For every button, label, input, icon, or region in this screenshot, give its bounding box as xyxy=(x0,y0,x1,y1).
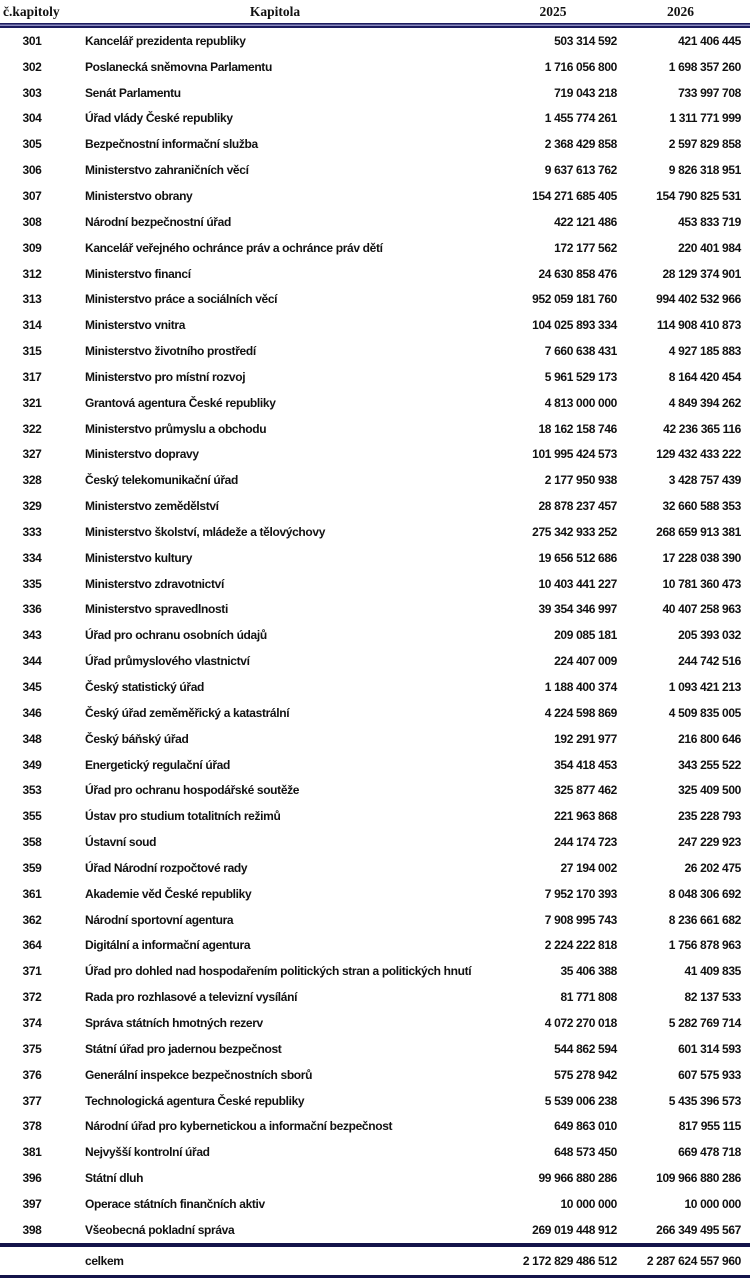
chapter-number: 314 xyxy=(22,318,42,333)
chapter-number: 397 xyxy=(22,1196,42,1211)
value-2026: 5 435 396 573 xyxy=(668,1093,741,1108)
table-row xyxy=(0,984,750,1010)
value-2026: 32 660 588 353 xyxy=(662,499,741,514)
chapter-number: 313 xyxy=(22,292,42,307)
table-row xyxy=(0,803,750,829)
chapter-number: 334 xyxy=(22,550,42,565)
value-2026: 453 833 719 xyxy=(678,214,741,229)
value-2025: 575 278 942 xyxy=(554,1067,617,1082)
table-row xyxy=(0,131,750,157)
value-2026: 109 966 880 286 xyxy=(656,1171,741,1186)
table-row xyxy=(0,1010,750,1036)
value-2025: 275 342 933 252 xyxy=(532,524,617,539)
value-2025: 422 121 486 xyxy=(554,214,617,229)
value-2026: 244 742 516 xyxy=(678,654,741,669)
table-row xyxy=(0,235,750,261)
chapter-name: Státní úřad pro jadernou bezpečnost xyxy=(85,1041,282,1056)
table-row xyxy=(0,1062,750,1088)
value-2025: 354 418 453 xyxy=(554,757,617,772)
value-2025: 648 573 450 xyxy=(554,1145,617,1160)
value-2025: 10 403 441 227 xyxy=(538,576,617,591)
value-2025: 39 354 346 997 xyxy=(538,602,617,617)
chapter-name: Senát Parlamentu xyxy=(85,85,181,100)
value-2025: 19 656 512 686 xyxy=(538,550,617,565)
chapter-number: 398 xyxy=(22,1222,42,1237)
value-2025: 224 407 009 xyxy=(554,654,617,669)
value-2026: 247 229 923 xyxy=(678,835,741,850)
chapter-name: Ministerstvo průmyslu a obchodu xyxy=(85,421,267,436)
value-2025: 503 314 592 xyxy=(554,33,617,48)
value-2026: 266 349 495 567 xyxy=(656,1222,741,1237)
table-row xyxy=(0,933,750,959)
table-row xyxy=(0,1139,750,1165)
table-row xyxy=(0,777,750,803)
chapter-name: Úřad pro ochranu hospodářské soutěže xyxy=(85,783,300,798)
value-2026: 8 048 306 692 xyxy=(668,886,741,901)
table-row xyxy=(0,467,750,493)
value-2025: 172 177 562 xyxy=(554,240,617,255)
value-2025: 1 188 400 374 xyxy=(544,680,617,695)
value-2025: 1 455 774 261 xyxy=(544,111,617,126)
chapter-name: Český úřad zeměměřický a katastrální xyxy=(85,705,290,720)
table-row xyxy=(0,597,750,623)
total-value-2025: 2 172 829 486 512 xyxy=(522,1253,617,1268)
table-row xyxy=(0,338,750,364)
chapter-name: Kancelář prezidenta republiky xyxy=(85,33,246,48)
value-2026: 343 255 522 xyxy=(678,757,741,772)
chapter-number: 301 xyxy=(22,33,42,48)
header-chapter-number: č.kapitoly xyxy=(3,3,60,19)
chapter-number: 322 xyxy=(22,421,42,436)
chapter-name: Ministerstvo vnitra xyxy=(85,318,186,333)
table-row xyxy=(0,390,750,416)
value-2025: 7 908 995 743 xyxy=(544,912,617,927)
value-2026: 1 311 771 999 xyxy=(669,111,741,126)
chapter-name: Úřad pro ochranu osobních údajů xyxy=(85,628,267,643)
value-2025: 1 716 056 800 xyxy=(544,59,617,74)
chapter-number: 336 xyxy=(22,602,42,617)
value-2025: 4 813 000 000 xyxy=(544,395,617,410)
value-2025: 28 878 237 457 xyxy=(538,499,617,514)
chapter-number: 312 xyxy=(22,266,42,281)
value-2026: 607 575 933 xyxy=(678,1067,741,1082)
value-2025: 2 368 429 858 xyxy=(544,137,617,152)
table-row xyxy=(0,442,750,468)
chapter-name: Úřad vlády České republiky xyxy=(85,111,233,126)
chapter-name: Úřad průmyslového vlastnictví xyxy=(85,654,250,669)
value-2025: 5 961 529 173 xyxy=(544,369,617,384)
value-2026: 41 409 835 xyxy=(684,964,741,979)
chapter-name: Úřad pro dohled nad hospodařením politických stran a politických hnutí xyxy=(85,964,472,979)
chapter-number: 377 xyxy=(22,1093,42,1108)
value-2026: 268 659 913 381 xyxy=(656,524,741,539)
table-row xyxy=(0,519,750,545)
table-row xyxy=(0,1113,750,1139)
value-2025: 101 995 424 573 xyxy=(532,447,617,462)
value-2026: 2 597 829 858 xyxy=(668,137,741,152)
value-2025: 649 863 010 xyxy=(554,1119,617,1134)
chapter-name: Ministerstvo spravedlnosti xyxy=(85,602,228,617)
value-2025: 9 637 613 762 xyxy=(544,163,617,178)
table-row xyxy=(0,1088,750,1114)
value-2025: 35 406 388 xyxy=(560,964,617,979)
value-2025: 5 539 006 238 xyxy=(544,1093,617,1108)
value-2026: 9 826 318 951 xyxy=(668,163,741,178)
value-2025: 154 271 685 405 xyxy=(532,188,617,203)
value-2026: 42 236 365 116 xyxy=(663,421,741,436)
value-2025: 2 224 222 818 xyxy=(544,938,617,953)
chapter-name: Ministerstvo práce a sociálních věcí xyxy=(85,292,278,307)
chapter-name: Správa státních hmotných rezerv xyxy=(85,1015,263,1030)
chapter-number: 333 xyxy=(22,524,42,539)
chapter-number: 372 xyxy=(22,990,42,1005)
chapter-name: Ministerstvo zdravotnictví xyxy=(85,576,224,591)
table-row xyxy=(0,907,750,933)
chapter-name: Ministerstvo školství, mládeže a tělovýchovy xyxy=(85,524,326,539)
chapter-number: 359 xyxy=(22,860,42,875)
value-2026: 8 164 420 454 xyxy=(668,369,741,384)
chapter-name: Ministerstvo dopravy xyxy=(85,447,199,462)
table-row xyxy=(0,1217,750,1243)
value-2025: 7 952 170 393 xyxy=(544,886,617,901)
value-2025: 81 771 808 xyxy=(560,990,617,1005)
chapter-name: Bezpečnostní informační služba xyxy=(85,137,258,152)
chapter-number: 302 xyxy=(22,59,42,74)
value-2025: 24 630 858 476 xyxy=(538,266,617,281)
chapter-number: 304 xyxy=(22,111,42,126)
value-2025: 544 862 594 xyxy=(554,1041,617,1056)
value-2025: 952 059 181 760 xyxy=(532,292,617,307)
chapter-number: 396 xyxy=(22,1171,42,1186)
chapter-number: 335 xyxy=(22,576,42,591)
total-value-2026: 2 287 624 557 960 xyxy=(646,1253,741,1268)
table-row xyxy=(0,209,750,235)
value-2026: 421 406 445 xyxy=(678,33,741,48)
chapter-number: 376 xyxy=(22,1067,42,1082)
chapter-name: Ministerstvo zemědělství xyxy=(85,499,219,514)
bottom-rule xyxy=(0,1275,750,1278)
table-row xyxy=(0,829,750,855)
table-row xyxy=(0,622,750,648)
chapter-number: 328 xyxy=(22,473,42,488)
table-row xyxy=(0,183,750,209)
value-2025: 27 194 002 xyxy=(560,860,617,875)
table-row xyxy=(0,881,750,907)
chapter-number: 308 xyxy=(22,214,42,229)
chapter-number: 344 xyxy=(22,654,42,669)
value-2026: 5 282 769 714 xyxy=(668,1015,741,1030)
chapter-name: Státní dluh xyxy=(85,1171,144,1186)
value-2025: 99 966 880 286 xyxy=(538,1171,617,1186)
chapter-name: Ministerstvo životního prostředí xyxy=(85,344,256,359)
chapter-name: Národní bezpečnostní úřad xyxy=(85,214,231,229)
value-2026: 3 428 757 439 xyxy=(668,473,741,488)
table-row xyxy=(0,1036,750,1062)
value-2026: 40 407 258 963 xyxy=(662,602,741,617)
value-2026: 4 849 394 262 xyxy=(668,395,741,410)
chapter-name: Ústav pro studium totalitních režimů xyxy=(85,809,281,824)
chapter-name: Český báňský úřad xyxy=(85,731,189,746)
header-chapter-name: Kapitola xyxy=(249,3,301,19)
table-row xyxy=(0,1165,750,1191)
value-2026: 4 927 185 883 xyxy=(668,344,741,359)
value-2026: 8 236 661 682 xyxy=(668,912,741,927)
chapter-name: Ministerstvo pro místní rozvoj xyxy=(85,369,246,384)
value-2025: 209 085 181 xyxy=(554,628,617,643)
chapter-number: 309 xyxy=(22,240,42,255)
table-row xyxy=(0,493,750,519)
chapter-number: 358 xyxy=(22,835,42,850)
chapter-name: Grantová agentura České republiky xyxy=(85,395,276,410)
header-year-2026: 2026 xyxy=(667,3,694,19)
table-body xyxy=(0,28,750,1243)
total-label: celkem xyxy=(85,1253,124,1268)
chapter-number: 364 xyxy=(22,938,42,953)
chapter-number: 349 xyxy=(22,757,42,772)
table-row xyxy=(0,752,750,778)
table-row xyxy=(0,312,750,338)
value-2025: 244 174 723 xyxy=(554,835,617,850)
table-row xyxy=(0,545,750,571)
chapter-number: 361 xyxy=(22,886,42,901)
chapter-number: 375 xyxy=(22,1041,42,1056)
chapter-name: Energetický regulační úřad xyxy=(85,757,230,772)
table-row xyxy=(0,416,750,442)
chapter-name: Ministerstvo financí xyxy=(85,266,191,281)
value-2026: 216 800 646 xyxy=(678,731,741,746)
value-2025: 4 072 270 018 xyxy=(544,1015,617,1030)
chapter-number: 355 xyxy=(22,809,42,824)
value-2025: 4 224 598 869 xyxy=(544,705,617,720)
value-2025: 221 963 868 xyxy=(554,809,617,824)
chapter-number: 317 xyxy=(22,369,42,384)
value-2025: 2 177 950 938 xyxy=(544,473,617,488)
value-2026: 1 093 421 213 xyxy=(668,680,741,695)
chapter-name: Akademie věd České republiky xyxy=(85,886,252,901)
table-row xyxy=(0,28,750,54)
value-2026: 10 000 000 xyxy=(684,1196,741,1211)
table-row xyxy=(0,54,750,80)
chapter-name: Generální inspekce bezpečnostních sborů xyxy=(85,1067,313,1082)
chapter-name: Operace státních finančních aktiv xyxy=(85,1196,265,1211)
table-row xyxy=(0,648,750,674)
total-row xyxy=(0,1247,750,1275)
value-2026: 817 955 115 xyxy=(678,1119,741,1134)
value-2026: 1 756 878 963 xyxy=(668,938,741,953)
chapter-name: Rada pro rozhlasové a televizní vysílání xyxy=(85,990,298,1005)
value-2026: 235 228 793 xyxy=(678,809,741,824)
header-year-2025: 2025 xyxy=(539,3,567,19)
chapter-number: 353 xyxy=(22,783,42,798)
value-2026: 17 228 038 390 xyxy=(662,550,741,565)
value-2025: 269 019 448 912 xyxy=(532,1222,617,1237)
chapter-number: 315 xyxy=(22,344,42,359)
value-2026: 601 314 593 xyxy=(678,1041,741,1056)
chapter-name: Technologická agentura České republiky xyxy=(85,1093,305,1108)
value-2026: 129 432 433 222 xyxy=(656,447,741,462)
value-2026: 669 478 718 xyxy=(678,1145,741,1160)
chapter-name: Všeobecná pokladní správa xyxy=(85,1222,235,1237)
chapter-name: Ministerstvo kultury xyxy=(85,550,193,565)
value-2026: 114 908 410 873 xyxy=(656,318,741,333)
chapter-name: Ministerstvo obrany xyxy=(85,188,193,203)
chapter-number: 321 xyxy=(22,395,42,410)
table-header-row xyxy=(0,0,750,23)
chapter-name: Poslanecká sněmovna Parlamentu xyxy=(85,59,272,74)
table-row xyxy=(0,286,750,312)
table-row xyxy=(0,261,750,287)
chapter-number: 305 xyxy=(22,137,42,152)
value-2025: 104 025 893 334 xyxy=(532,318,617,333)
table-row xyxy=(0,700,750,726)
table-row xyxy=(0,157,750,183)
table-row xyxy=(0,726,750,752)
chapter-name: Český statistický úřad xyxy=(85,680,205,695)
chapter-name: Nejvyšší kontrolní úřad xyxy=(85,1145,210,1160)
chapter-number: 346 xyxy=(22,705,42,720)
value-2025: 325 877 462 xyxy=(554,783,617,798)
chapter-number: 381 xyxy=(22,1145,42,1160)
chapter-name: Ministerstvo zahraničních věcí xyxy=(85,163,249,178)
value-2025: 192 291 977 xyxy=(554,731,617,746)
chapter-number: 306 xyxy=(22,163,42,178)
table-row xyxy=(0,674,750,700)
value-2026: 4 509 835 005 xyxy=(668,705,741,720)
table-row xyxy=(0,1191,750,1217)
value-2026: 82 137 533 xyxy=(684,990,741,1005)
value-2025: 719 043 218 xyxy=(554,85,617,100)
chapter-name: Kancelář veřejného ochránce práv a ochránce práv dětí xyxy=(85,240,383,255)
value-2026: 10 781 360 473 xyxy=(662,576,741,591)
value-2026: 994 402 532 966 xyxy=(656,292,741,307)
chapter-name: Národní sportovní agentura xyxy=(85,912,234,927)
table-row xyxy=(0,106,750,132)
value-2025: 18 162 158 746 xyxy=(538,421,617,436)
value-2026: 154 790 825 531 xyxy=(656,188,741,203)
table-row xyxy=(0,571,750,597)
value-2026: 220 401 984 xyxy=(678,240,741,255)
chapter-number: 348 xyxy=(22,731,42,746)
value-2025: 7 660 638 431 xyxy=(544,344,617,359)
chapter-number: 345 xyxy=(22,680,42,695)
chapter-number: 362 xyxy=(22,912,42,927)
value-2026: 1 698 357 260 xyxy=(668,59,741,74)
chapter-number: 374 xyxy=(22,1015,42,1030)
value-2026: 733 997 708 xyxy=(678,85,741,100)
table-row xyxy=(0,364,750,390)
value-2026: 26 202 475 xyxy=(684,860,741,875)
table-row xyxy=(0,958,750,984)
chapter-number: 378 xyxy=(22,1119,42,1134)
chapter-number: 329 xyxy=(22,499,42,514)
chapter-number: 371 xyxy=(22,964,42,979)
table-row xyxy=(0,855,750,881)
chapter-name: Národní úřad pro kybernetickou a informační bezpečnost xyxy=(85,1119,393,1134)
chapter-name: Úřad Národní rozpočtové rady xyxy=(85,860,248,875)
chapter-number: 343 xyxy=(22,628,42,643)
table-row xyxy=(0,80,750,106)
chapter-number: 303 xyxy=(22,85,42,100)
value-2025: 10 000 000 xyxy=(560,1196,617,1211)
value-2026: 28 129 374 901 xyxy=(662,266,741,281)
value-2026: 205 393 032 xyxy=(678,628,741,643)
chapter-name: Český telekomunikační úřad xyxy=(85,473,238,488)
chapter-number: 307 xyxy=(22,188,42,203)
chapter-number: 327 xyxy=(22,447,42,462)
chapter-name: Digitální a informační agentura xyxy=(85,938,251,953)
value-2026: 325 409 500 xyxy=(678,783,741,798)
chapter-name: Ústavní soud xyxy=(85,835,157,850)
